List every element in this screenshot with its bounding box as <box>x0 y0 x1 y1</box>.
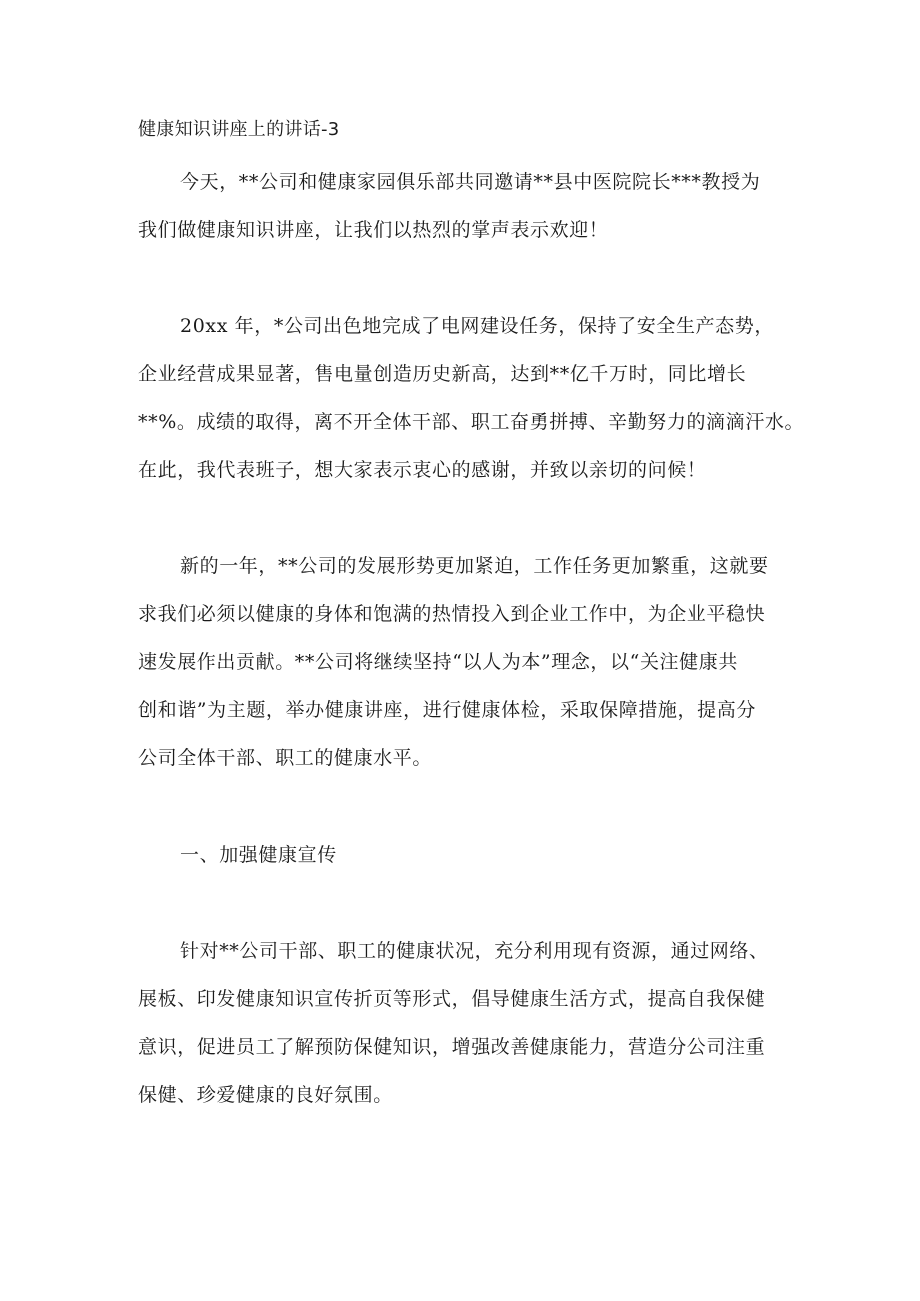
paragraph-3-line-1: 新的一年，**公司的发展形势更加紧迫，工作任务更加繁重，这就要 <box>180 555 769 577</box>
paragraph-2-line-4: 在此，我代表班子，想大家表示衷心的感谢，并致以亲切的问候！ <box>138 459 707 481</box>
paragraph-5-line-2: 展板、印发健康知识宣传折页等形式，倡导健康生活方式，提高自我保健 <box>138 988 766 1010</box>
paragraph-5-line-3: 意识，促进员工了解预防保健知识，增强改善健康能力，营造分公司注重 <box>138 1036 766 1058</box>
document-title: 健康知识讲座上的讲话-3 <box>138 119 340 140</box>
paragraph-2-line-2: 企业经营成果显著，售电量创造历史新高，达到**亿千万时，同比增长 <box>138 363 747 385</box>
paragraph-3-line-3: 速发展作出贡献。**公司将继续坚持“以人为本”理念，以“关注健康共 <box>138 651 738 673</box>
paragraph-5-line-1: 针对**公司干部、职工的健康状况，充分利用现有资源，通过网络、 <box>180 940 769 962</box>
paragraph-3-line-5: 公司全体干部、职工的健康水平。 <box>138 747 433 769</box>
paragraph-3-line-2: 求我们必须以健康的身体和饱满的热情投入到企业工作中，为企业平稳快 <box>138 603 766 625</box>
section-heading: 一、加强健康宣传 <box>180 844 337 866</box>
paragraph-1-line-2: 我们做健康知识讲座，让我们以热烈的掌声表示欢迎！ <box>138 219 609 241</box>
paragraph-3-line-4: 创和谐”为主题，举办健康讲座，进行健康体检，采取保障措施，提高分 <box>138 699 756 721</box>
paragraph-2-line-3: **%。成绩的取得，离不开全体干部、职工奋勇拼搏、辛勤努力的滴滴汗水。 <box>138 411 805 433</box>
paragraph-1-line-1: 今天，**公司和健康家园俱乐部共同邀请**县中医院院长***教授为 <box>180 171 761 193</box>
paragraph-5-line-4: 保健、珍爱健康的良好氛围。 <box>138 1084 393 1106</box>
paragraph-2-line-1: 20xx 年，*公司出色地完成了电网建设任务，保持了安全生产态势， <box>180 315 774 337</box>
